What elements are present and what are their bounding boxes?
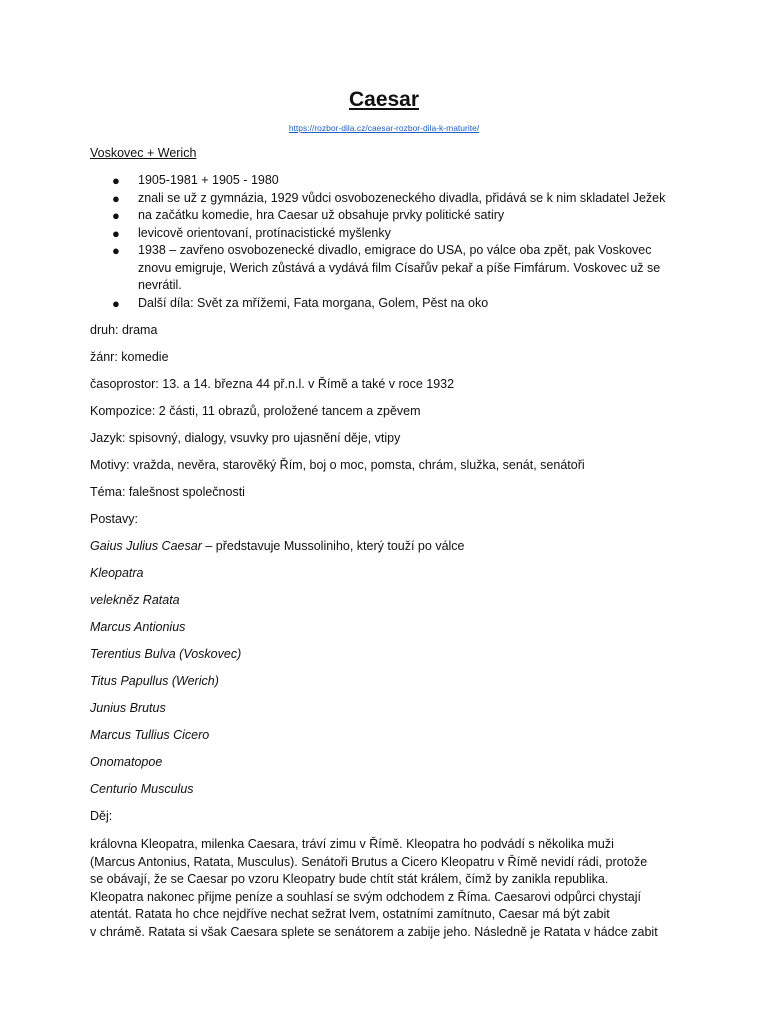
character-item: Centurio Musculus [90,782,194,796]
character-item: Kleopatra [90,566,144,580]
document-page [90,84,678,941]
field-tema: Téma: falešnost společnosti [90,485,245,499]
list-item: ● 1905-1981 + 1905 - 1980 [112,173,279,188]
bullet-icon: ● [112,190,120,206]
character-item: Junius Brutus [90,701,166,715]
bullet-icon: ● [112,225,120,241]
list-item: ● 1938 – zavřeno osvobozenecké divadlo, emigrace do USA, po válce oba zpět, pak Voskovec znovu emigruje, Werich zůstává a vydává film Císařův pekař a píše Fimfárum. Voskovec už se nevrátil. [112,243,661,292]
source-link[interactable]: https://rozbor-dila.cz/caesar-rozbor-dila-k-maturite/ [288,123,480,133]
list-item: ● na začátku komedie, hra Caesar už obsahuje prvky politické satiry [112,208,505,223]
character-item: Onomatopoe [90,755,163,769]
field-druh: druh: drama [90,323,158,337]
bullet-icon: ● [112,208,120,223]
list-item: ● levicově orientovaní, protínacistické myšlenky [112,225,391,241]
bullet-icon: ● [112,243,120,258]
character-item: Titus Papullus (Werich) [90,674,219,688]
character-item: Marcus Antionius [90,620,186,634]
list-item: ● Další díla: Svět za mřížemi, Fata morgana, Golem, Pěst na oko [112,295,489,311]
character-item: Terentius Bulva (Voskovec) [90,647,242,661]
plot-line: v chrámě. Ratata si však Caesara splete se senátorem a zabije jeho. Následně je Ratata v hádce zabit [90,924,658,939]
field-postavy: Postavy: [90,512,138,526]
plot-line: Kleopatra nakonec přijme peníze a souhlasí se svým odchodem z Říma. Caesarovi odpůrci chystají [90,889,641,904]
character-item: velekněz Ratata [90,593,180,607]
document-title: Caesar [348,88,420,111]
plot-line: se obávají, že se Caesar po vzoru Kleopatry bude chtít stát králem, čímž by zanikla republika. [90,872,609,886]
plot-line: atentát. Ratata ho chce nejdříve nechat sežrat lvem, ostatními zamítnuto, Caesar má být zabit [90,907,610,921]
bullet-icon: ● [112,295,120,311]
character-item: Marcus Tullius Cicero [90,728,210,742]
bullet-icon: ● [112,173,120,188]
character-item: Gaius Julius Caesar – představuje Mussoliniho, který touží po válce [90,539,465,553]
plot-heading: Děj: [90,809,113,823]
field-zanr: žánr: komedie [90,350,169,364]
field-kompozice: Kompozice: 2 části, 11 obrazů, proložené tancem a zpěvem [90,404,421,418]
field-motivy: Motivy: vražda, nevěra, starověký Řím, boj o moc, pomsta, chrám, služka, senát, senátoři [90,458,585,472]
field-casoprostor: časoprostor: 13. a 14. března 44 př.n.l. v Římě a také v roce 1932 [90,377,455,391]
field-jazyk: Jazyk: spisovný, dialogy, vsuvky pro ujasnění děje, vtipy [90,431,401,445]
list-item: ● znali se už z gymnázia, 1929 vůdci osvobozeneckého divadla, přidává se k nim skladatel Ježek [112,190,666,206]
plot-line: královna Kleopatra, milenka Caesara, tráví zimu v Římě. Kleopatra ho podvádí s několika muži [90,837,614,851]
author-bio-list [90,172,678,312]
plot-text [90,836,678,941]
plot-line: (Marcus Antonius, Ratata, Musculus). Senátoři Brutus a Cicero Kleopatru v Římě nevidí rádi, protože [90,854,648,869]
authors-heading: Voskovec + Werich [90,146,197,160]
